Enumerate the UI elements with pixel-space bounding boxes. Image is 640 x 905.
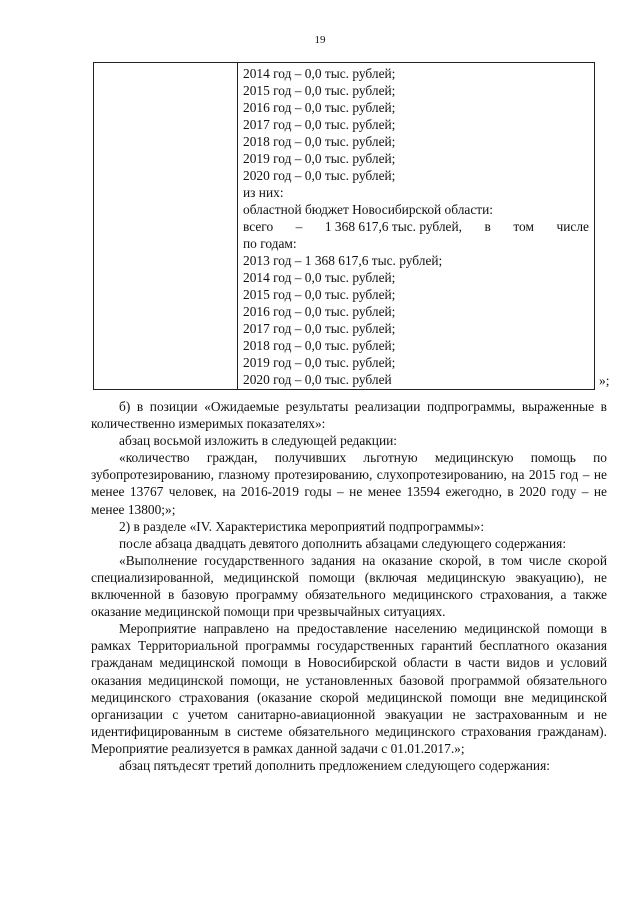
table-line: 2015 год – 0,0 тыс. рублей;: [243, 287, 396, 302]
total-word: всего: [243, 219, 274, 234]
table-column-divider: [237, 63, 238, 389]
table-line: 2019 год – 0,0 тыс. рублей;: [243, 355, 396, 370]
total-word: в: [484, 219, 491, 234]
paragraph: б) в позиции «Ожидаемые результаты реализации подпрограммы, выраженные в количественно измеримых показателях»:: [91, 399, 607, 432]
table-line: 2020 год – 0,0 тыс. рублей;: [243, 168, 396, 183]
paragraph: абзац восьмой изложить в следующей редакции:: [119, 433, 398, 449]
table-line: 2013 год – 1 368 617,6 тыс. рублей;: [243, 253, 443, 268]
total-amount: 1 368 617,6 тыс. рублей,: [324, 219, 462, 234]
table-line: из них:: [243, 185, 284, 200]
table-line: 2018 год – 0,0 тыс. рублей;: [243, 134, 396, 149]
table-line: 2017 год – 0,0 тыс. рублей;: [243, 117, 396, 132]
total-dash: –: [295, 219, 303, 234]
body-text: [91, 398, 607, 774]
table-line: 2019 год – 0,0 тыс. рублей;: [243, 151, 396, 166]
page-number: 19: [314, 34, 326, 46]
table-line: областной бюджет Новосибирской области:: [243, 202, 494, 217]
total-word: числе: [556, 219, 589, 234]
paragraph: «Выполнение государственного задания на оказание скорой, в том числе скорой специализированной, медицинской помощи (включая медицинскую эвакуацию), не включенной в базовую программу обязательного медицинского страхования, а также оказание медицинской помощи при чрезвычайных ситуациях.: [91, 552, 607, 620]
table-line: 2014 год – 0,0 тыс. рублей;: [243, 270, 396, 285]
paragraph: 2) в разделе «IV. Характеристика мероприятий подпрограммы»:: [119, 518, 485, 534]
table-line: 2018 год – 0,0 тыс. рублей;: [243, 338, 396, 353]
table-line: 2014 год – 0,0 тыс. рублей;: [243, 66, 396, 81]
paragraph: Мероприятие направлено на предоставление населению медицинской помощи в рамках Территориальной программы государственных гарантий бесплатного оказания гражданам медицинской помощи в Новосибирской области в части видов и условий оказания медицинской помощи, не установленных базовой программой обязательного медицинского страхования (оказание скорой медицинской помощи вне медицинской организации с учетом санитарно-авиационной эвакуации не застрахованным и не идентифицированным в системе обязательного медицинского страхования гражданам). Мероприятие реализуется в рамках данной задачи с 01.01.2017.»;: [91, 621, 607, 756]
table-line: по годам:: [243, 236, 297, 251]
table-line: 2016 год – 0,0 тыс. рублей;: [243, 304, 396, 319]
paragraph: абзац пятьдесят третий дополнить предложением следующего содержания:: [119, 757, 550, 773]
table-closing-quote: »;: [599, 373, 610, 388]
total-word: том: [513, 219, 534, 234]
table-line: 2015 год – 0,0 тыс. рублей;: [243, 83, 396, 98]
total-row: [243, 218, 589, 235]
paragraph: после абзаца двадцать девятого дополнить абзацами следующего содержания:: [119, 535, 567, 551]
paragraph: «количество граждан, получивших льготную медицинскую помощь по зубопротезированию, глазному протезированию, слухопротезированию, на 2015 год – не менее 13767 человек, на 2016-2019 годы – не менее 13594 ежегодно, в 2020 году – не менее 13800;»;: [91, 450, 607, 517]
table-line: 2016 год – 0,0 тыс. рублей;: [243, 100, 396, 115]
finance-table: [93, 62, 595, 390]
finance-cell: [243, 65, 589, 388]
table-line: 2020 год – 0,0 тыс. рублей: [243, 372, 392, 387]
table-line: 2017 год – 0,0 тыс. рублей;: [243, 321, 396, 336]
